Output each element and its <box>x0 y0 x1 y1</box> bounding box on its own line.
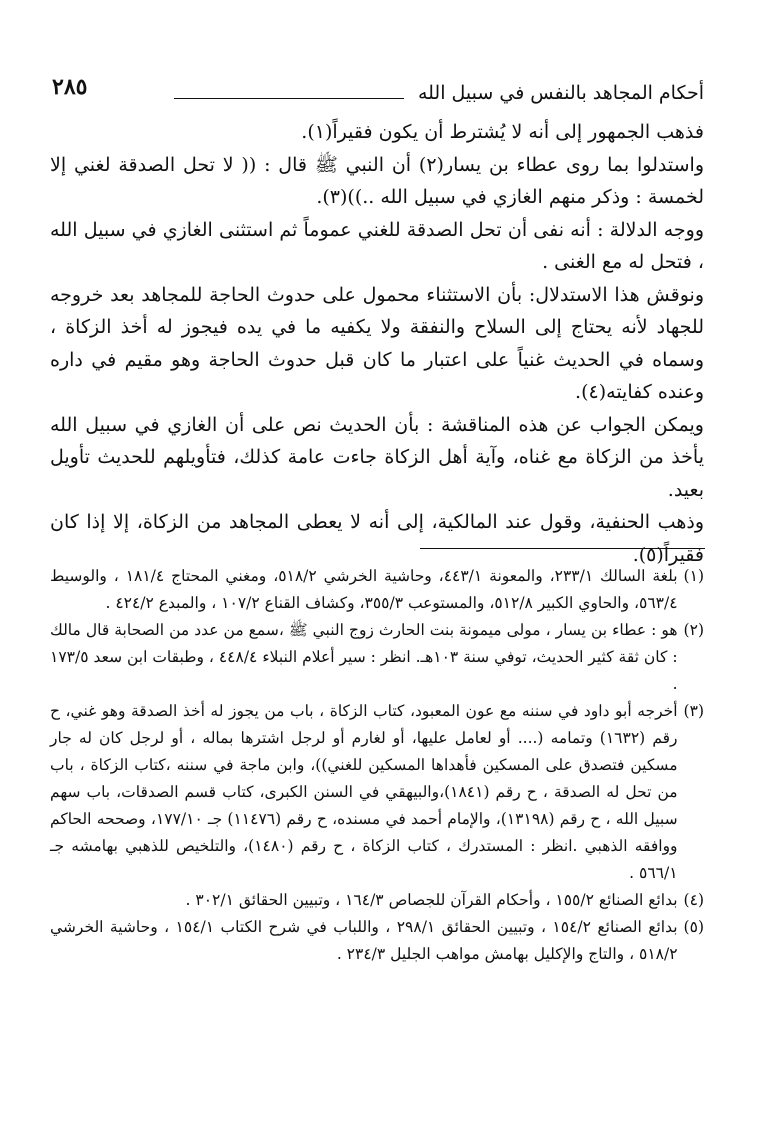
paragraph: ووجه الدلالة : أنه نفى أن تحل الصدقة للغني عموماً ثم استثنى الغازي في سبيل الله ، فتحل له مع الغنى . <box>50 218 704 273</box>
footnote-text: بدائع الصنائع ١٥٤/٢ ، وتبيين الحقائق ٢٩٨/١ ، واللباب في شرح الكتاب ١٥٤/١ ، وحاشية الخرشي ٥١٨/٢ ، والتاج والإكليل بهامش مواهب الجليل ٢٣٤/٣ . <box>50 918 678 963</box>
header-rule <box>174 98 404 99</box>
footnote-number: (٤) <box>683 891 704 909</box>
paragraph: ونوقش هذا الاستدلال: بأن الاستثناء محمول على حدوث الحاجة للمجاهد بعد خروجه للجهاد لأنه يحتاج إلى السلاح والنفقة ولا يكفيه ما في يده فيجوز له أخذ الزكاة ، وسماه في الحديث غنياً على اعتبار ما كان قبل حدوث الحاجة وهو مقيم في داره وعنده كفايته(٤). <box>50 283 704 403</box>
footnote <box>50 617 704 698</box>
main-text <box>50 116 704 571</box>
footnote-text: أخرجه أبو داود في سننه مع عون المعبود، كتاب الزكاة ، باب من يجوز له أخذ الصدقة وهو غني، ح رقم (١٦٣٢) وتمامه (.... أو لعامل عليها، أو لغارم أو لرجل اشترها بماله ، أو لرجل كان له جار مسكين فتصدق على المسكين فأهداها المسكين للغني))، وابن ماجة في سننه ،كتاب الزكاة ، باب من تحل له الصدقة ، ح رقم (١٨٤١)،والبيهقي في السنن الكبرى، كتاب قسم الصدقات، باب سهم سبيل الله ، ح رقم (١٣١٩٨)، والإمام أحمد في مسنده، ح رقم (١١٤٧٦) جـ ١٧٧/١٠، وصححه الحاكم ووافقه الذهبي .انظر : المستدرك ، كتاب الزكاة ، ح رقم (١٤٨٠)، والتلخيص للذهبي بهامشه جـ ٥٦٦/١ . <box>50 702 678 882</box>
footnote-text: بلغة السالك ٢٣٣/١، والمعونة ٤٤٣/١، وحاشية الخرشي ٥١٨/٢، ومغني المحتاج ١٨١/٤ ، والوسيط ٥٦٣/٤، والحاوي الكبير ٥١٢/٨، والمستوعب ٣٥٥/٣، وكشاف القناع ١٠٧/٢ ، والمبدع ٤٢٤/٢ . <box>50 567 678 612</box>
paragraph: فذهب الجمهور إلى أنه لا يُشترط أن يكون فقيراً(١). <box>301 121 704 143</box>
footnote-number: (٥) <box>683 918 704 936</box>
footnotes <box>50 563 704 968</box>
footnote-text: بدائع الصنائع ١٥٥/٢ ، وأحكام القرآن للجصاص ١٦٤/٣ ، وتبيين الحقائق ٣٠٢/١ . <box>185 891 678 909</box>
paragraph: واستدلوا بما روى عطاء بن يسار(٢) أن النبي ﷺ قال : (( لا تحل الصدقة لغني إلا لخمسة : وذكر منهم الغازي في سبيل الله ..))(٣). <box>50 153 704 208</box>
paragraph: ويمكن الجواب عن هذه المناقشة : بأن الحديث نص على أن الغازي في سبيل الله يأخذ من الزكاة مع غناه، وآية أهل الزكاة جاءت عامة كذلك، فتأويلهم للحديث تأويل بعيد. <box>50 413 704 501</box>
book-title: أحكام المجاهد بالنفس في سبيل الله <box>417 82 704 104</box>
running-header <box>52 74 704 108</box>
footnote-separator <box>420 548 705 549</box>
footnote-text: هو : عطاء بن يسار ، مولى ميمونة بنت الحارث زوج النبي ﷺ ،سمع من عدد من الصحابة قال مالك : كان ثقة كثير الحديث، توفي سنة ١٠٣هـ. انظر : سير أعلام النبلاء ٤٤٨/٤ ، وطبقات ابن سعد ١٧٣/٥ . <box>50 621 678 693</box>
footnote-number: (١) <box>683 567 704 585</box>
paragraph: وذهب الحنفية، وقول عند المالكية، إلى أنه لا يعطى المجاهد من الزكاة، إلا إذا كان فقيراً(٥). <box>50 511 704 566</box>
page-number: ٢٨٥ <box>52 74 88 100</box>
footnote <box>50 887 704 914</box>
footnote <box>50 563 704 617</box>
footnote <box>50 698 704 887</box>
footnote-number: (٢) <box>683 621 704 639</box>
footnote-number: (٣) <box>683 702 704 720</box>
footnote <box>50 914 704 968</box>
